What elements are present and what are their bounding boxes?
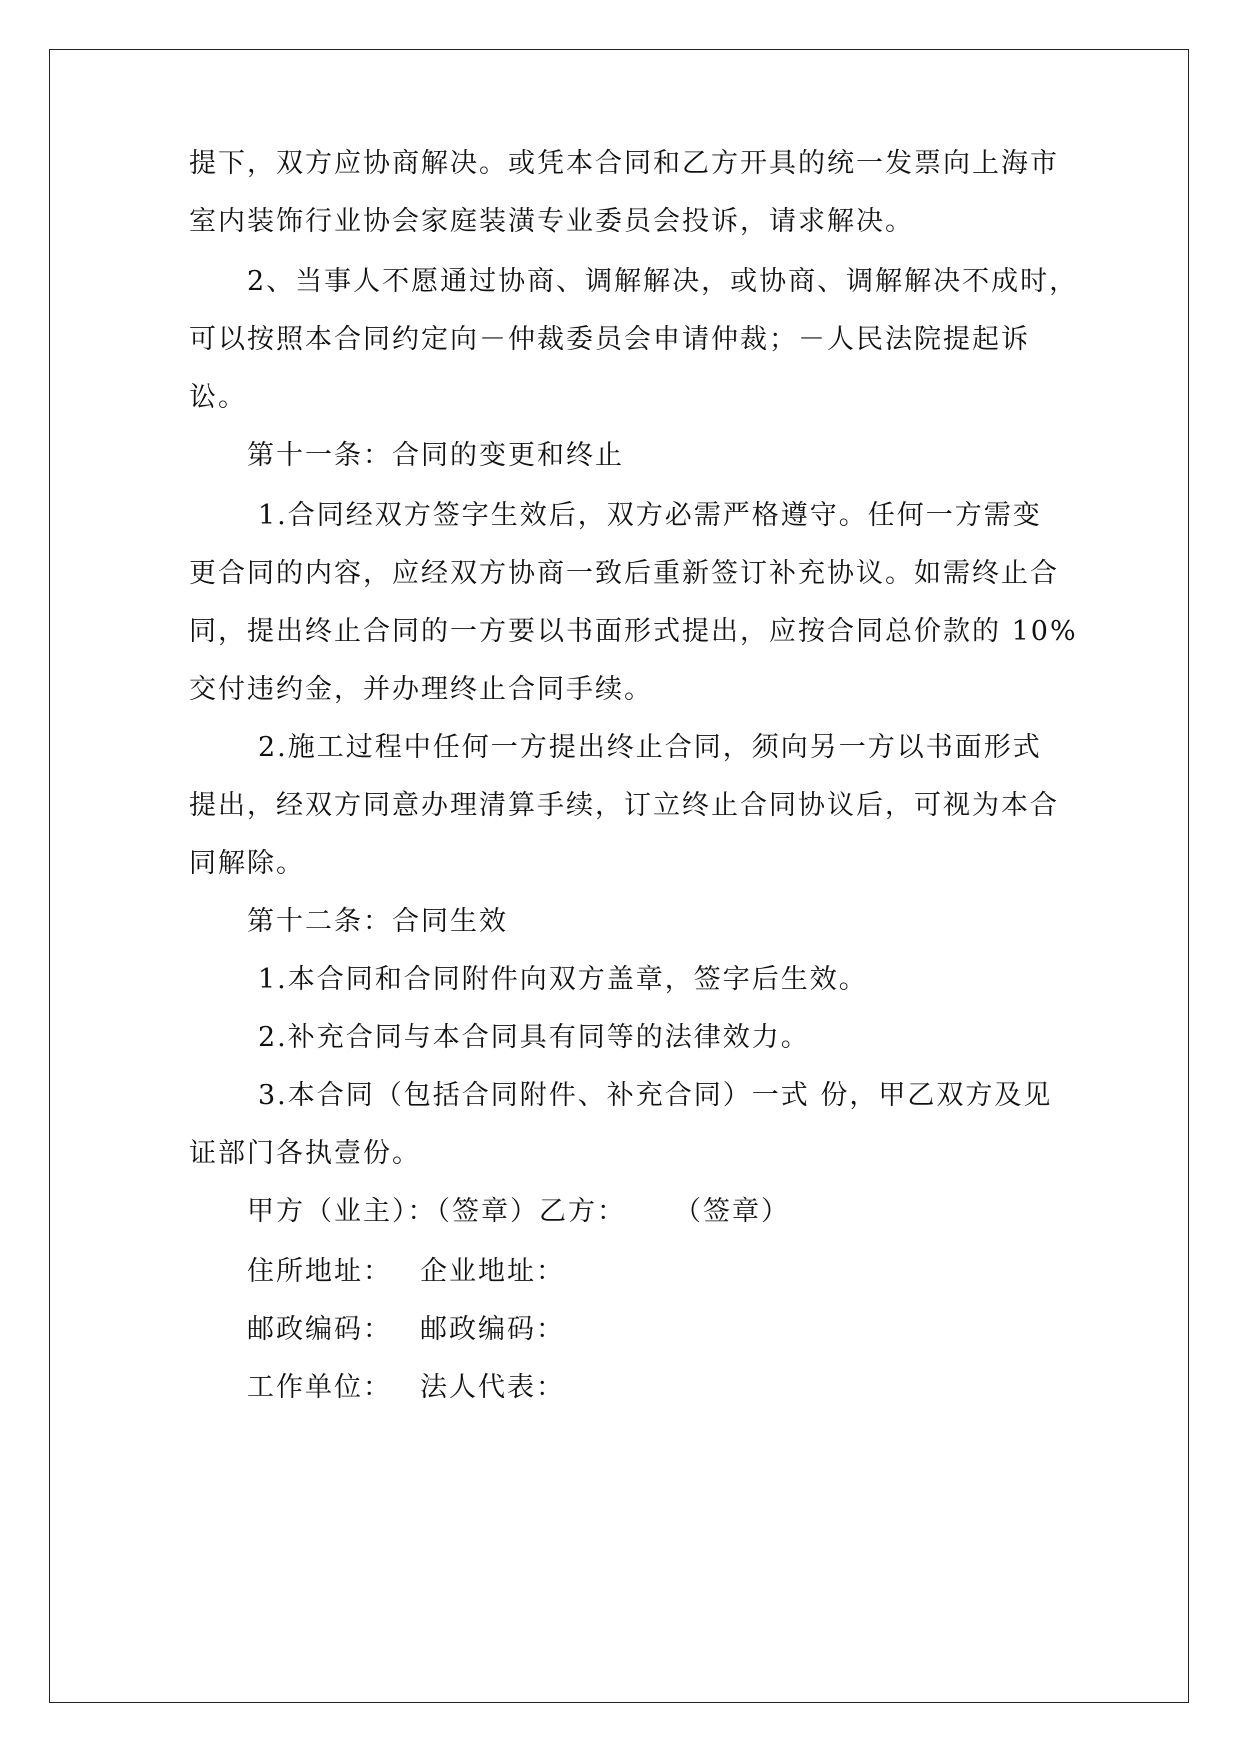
body-line-5: 讼。 <box>189 382 247 413</box>
party-b-label: 乙方： <box>539 1196 626 1227</box>
clause-10-item-2: 2、当事人不愿通过协商、调解解决，或协商、调解解决不成时， <box>247 266 1079 297</box>
signature-address-row <box>247 1254 565 1290</box>
body-line-2: 室内装饰行业协会家庭装潢专业委员会投诉，请求解决。 <box>189 206 914 237</box>
signature-party-row <box>247 1194 790 1230</box>
company-address-label: 企业地址： <box>420 1256 565 1287</box>
party-a-label: 甲方（业主）：（签章） <box>247 1196 539 1227</box>
body-line-18: 证部门各执壹份。 <box>189 1138 421 1169</box>
body-line-9: 同，提出终止合同的一方要以书面形式提出，应按合同总价款的 10% <box>189 616 1078 647</box>
body-line-1: 提下，双方应协商解决。或凭本合同和乙方开具的统一发票向上海市 <box>189 148 1059 179</box>
article-11-item-1: 1.合同经双方签字生效后，双方必需严格遵守。任何一方需变 <box>258 500 1042 531</box>
article-12-heading: 第十二条：合同生效 <box>247 906 508 937</box>
article-11-item-2: 2.施工过程中任何一方提出终止合同，须向另一方以书面形式 <box>258 732 1042 763</box>
body-line-10: 交付违约金，并办理终止合同手续。 <box>189 674 653 705</box>
body-line-13: 同解除。 <box>189 848 305 879</box>
postcode-a-label: 邮政编码： <box>247 1314 392 1345</box>
legal-rep-label: 法人代表： <box>420 1372 565 1403</box>
article-12-item-1: 1.本合同和合同附件向双方盖章，签字后生效。 <box>258 964 868 995</box>
party-b-seal: （签章） <box>674 1196 790 1227</box>
article-12-item-3: 3.本合同（包括合同附件、补充合同）一式 份，甲乙双方及见 <box>258 1080 1053 1111</box>
body-line-8: 更合同的内容，应经双方协商一致后重新签订补充协议。如需终止合 <box>189 558 1059 589</box>
signature-unit-row <box>247 1370 565 1406</box>
work-unit-label: 工作单位： <box>247 1372 392 1403</box>
residence-label: 住所地址： <box>247 1256 392 1287</box>
signature-postcode-row <box>247 1312 565 1348</box>
article-11-heading: 第十一条：合同的变更和终止 <box>247 440 624 471</box>
article-12-item-2: 2.补充合同与本合同具有同等的法律效力。 <box>258 1022 810 1053</box>
body-line-12: 提出，经双方同意办理清算手续，订立终止合同协议后，可视为本合 <box>189 790 1059 821</box>
postcode-b-label: 邮政编码： <box>420 1314 565 1345</box>
body-line-4: 可以按照本合同约定向－仲裁委员会申请仲裁；－人民法院提起诉 <box>189 324 1030 355</box>
